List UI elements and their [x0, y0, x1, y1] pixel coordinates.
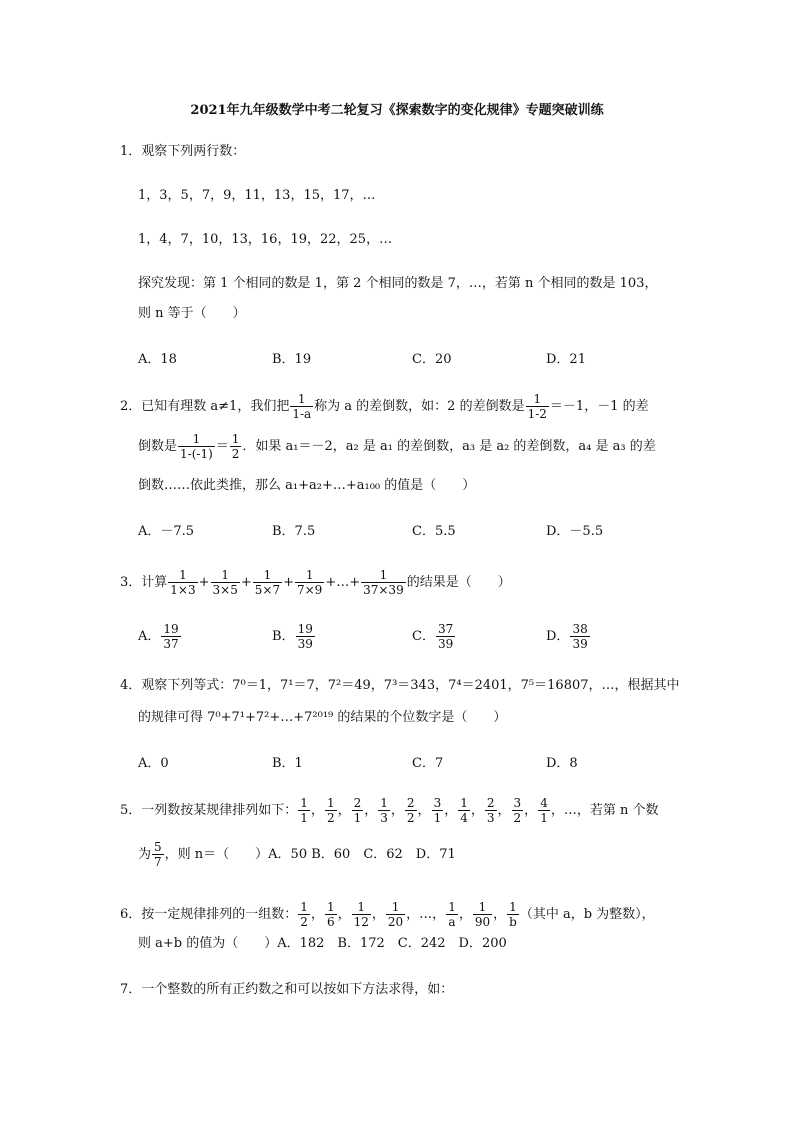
q4-option-c[interactable]: C．7 [412, 756, 444, 771]
q3-option-d[interactable]: D． $\frac{38}{39}$ [546, 622, 588, 651]
q1-stem: 1．观察下列两行数： [120, 144, 246, 159]
q4-line1: 4．观察下列等式：7⁰＝1，7¹＝7，7²＝49，7³＝343，7⁴＝2401，7⁵＝16807，…，根据其中 [120, 678, 680, 693]
q1-line2: 则 n 等于（ ） [138, 306, 246, 321]
q4-option-b[interactable]: B．1 [272, 756, 303, 771]
q3-term-3: $\frac{1}{5\times 7}$ [254, 568, 281, 597]
q3-term-2: $\frac{1}{3\times 5}$ [212, 568, 238, 597]
q2-option-a[interactable]: A．－7.5 [138, 524, 195, 539]
q1-option-b[interactable]: B．19 [272, 352, 312, 367]
q4-option-d[interactable]: D．8 [546, 756, 578, 771]
q3-line1: 3．计算 $\frac{1}{1\times 3}$ + $\frac{1}{3\times 5}$ + $\frac{1}{5\times 7}$ + $\frac{1}{7\times 9}$ +…+ $\frac{1}{37\times 39}$ 的结果是（ ） [120, 568, 511, 597]
q2-option-b[interactable]: B．7.5 [272, 524, 316, 539]
q1-option-a[interactable]: A．18 [138, 352, 177, 367]
q3-option-a[interactable]: A． $\frac{19}{37}$ [138, 622, 179, 651]
q1-row2: 1，4，7，10，13，16，19，22，25，… [138, 232, 393, 247]
q6-line1: 6．按一定规律排列的一组数： $\frac{1}{2}$ ， $\frac{1}{6}$ ， $\frac{1}{12}$ ， $\frac{1}{20}$ ，…， $\frac{1}{a}$ ， $\frac{1}{90}$ ， $\frac{1}{b}$ （其中 a，b 为整数）， [120, 900, 655, 929]
q4-option-a[interactable]: A．0 [138, 756, 169, 771]
q2-option-c[interactable]: C．5.5 [412, 524, 456, 539]
q1-row1: 1，3，5，7，9，11，13，15，17，… [138, 188, 376, 203]
q1-line1: 探究发现：第 1 个相同的数是 1，第 2 个相同的数是 7，…，若第 n 个相同的数是 103， [138, 276, 658, 291]
q1-option-d[interactable]: D．21 [546, 352, 586, 367]
q1-option-c[interactable]: C．20 [412, 352, 452, 367]
q3-option-b[interactable]: B． $\frac{19}{39}$ [272, 622, 313, 651]
q4-line2: 的规律可得 7⁰+7¹+7²+…+7²⁰¹⁹ 的结果的个位数字是（ ） [138, 710, 507, 725]
q3-term-4: $\frac{1}{7\times 9}$ [296, 568, 323, 597]
q6-line2: 则 a+b 的值为（ ）A．182 B．172 C．242 D．200 [138, 936, 507, 951]
q7-stem: 7．一个整数的所有正约数之和可以按如下方法求得，如： [120, 982, 454, 997]
q2-line3: 倒数……依此类推，那么 a₁+a₂+…+a₁₀₀ 的值是（ ） [138, 478, 476, 493]
q2-line2: 倒数是 $\frac{1}{1-(-1)}$ ＝ $\frac{1}{2}$ ．如果 a₁＝－2，a₂ 是 a₁ 的差倒数，a₃ 是 a₂ 的差倒数，a₄ 是 a₃ 的差 [138, 432, 656, 461]
q2-frac-def: $\frac{1}{1-a}$ [292, 392, 312, 421]
q5-line1: 5．一列数按某规律排列如下： $\frac{1}{1}$ ， $\frac{1}{2}$ ， $\frac{2}{1}$ ， $\frac{1}{3}$ ， $\frac{2}{2}$ ， $\frac{3}{1}$ ， $\frac{1}{4}$ ， $\frac{2}{3}$ ， $\frac{3}{2}$ ， $\frac{4}{1}$ ，…，若第 n 个数 [120, 796, 659, 825]
q2-line1: 2．已知有理数 a≠1，我们把 $\frac{1}{1-a}$ 称为 a 的差倒数，如：2 的差倒数是 $\frac{1}{1-2}$ ＝－1，－1 的差 [120, 392, 649, 421]
q2-frac-example: $\frac{1}{1-2}$ [527, 392, 547, 421]
q5-line2: 为 $\frac{5}{7}$ ，则 n＝（ ）A．50 B．60 C．62 D．71 [138, 840, 456, 869]
page-title: 2021年九年级数学中考二轮复习《探索数字的变化规律》专题突破训练 [190, 103, 604, 118]
q3-option-c[interactable]: C． $\frac{37}{39}$ [412, 622, 454, 651]
q5-frac-target: $\frac{5}{7}$ [154, 840, 162, 869]
q2-frac-neg: $\frac{1}{1-(-1)}$ [180, 432, 213, 461]
q3-term-last: $\frac{1}{37\times 39}$ [363, 568, 404, 597]
q2-option-d[interactable]: D．－5.5 [546, 524, 604, 539]
q3-term-1: $\frac{1}{1\times 3}$ [170, 568, 196, 597]
q2-frac-half: $\frac{1}{2}$ [231, 432, 240, 461]
